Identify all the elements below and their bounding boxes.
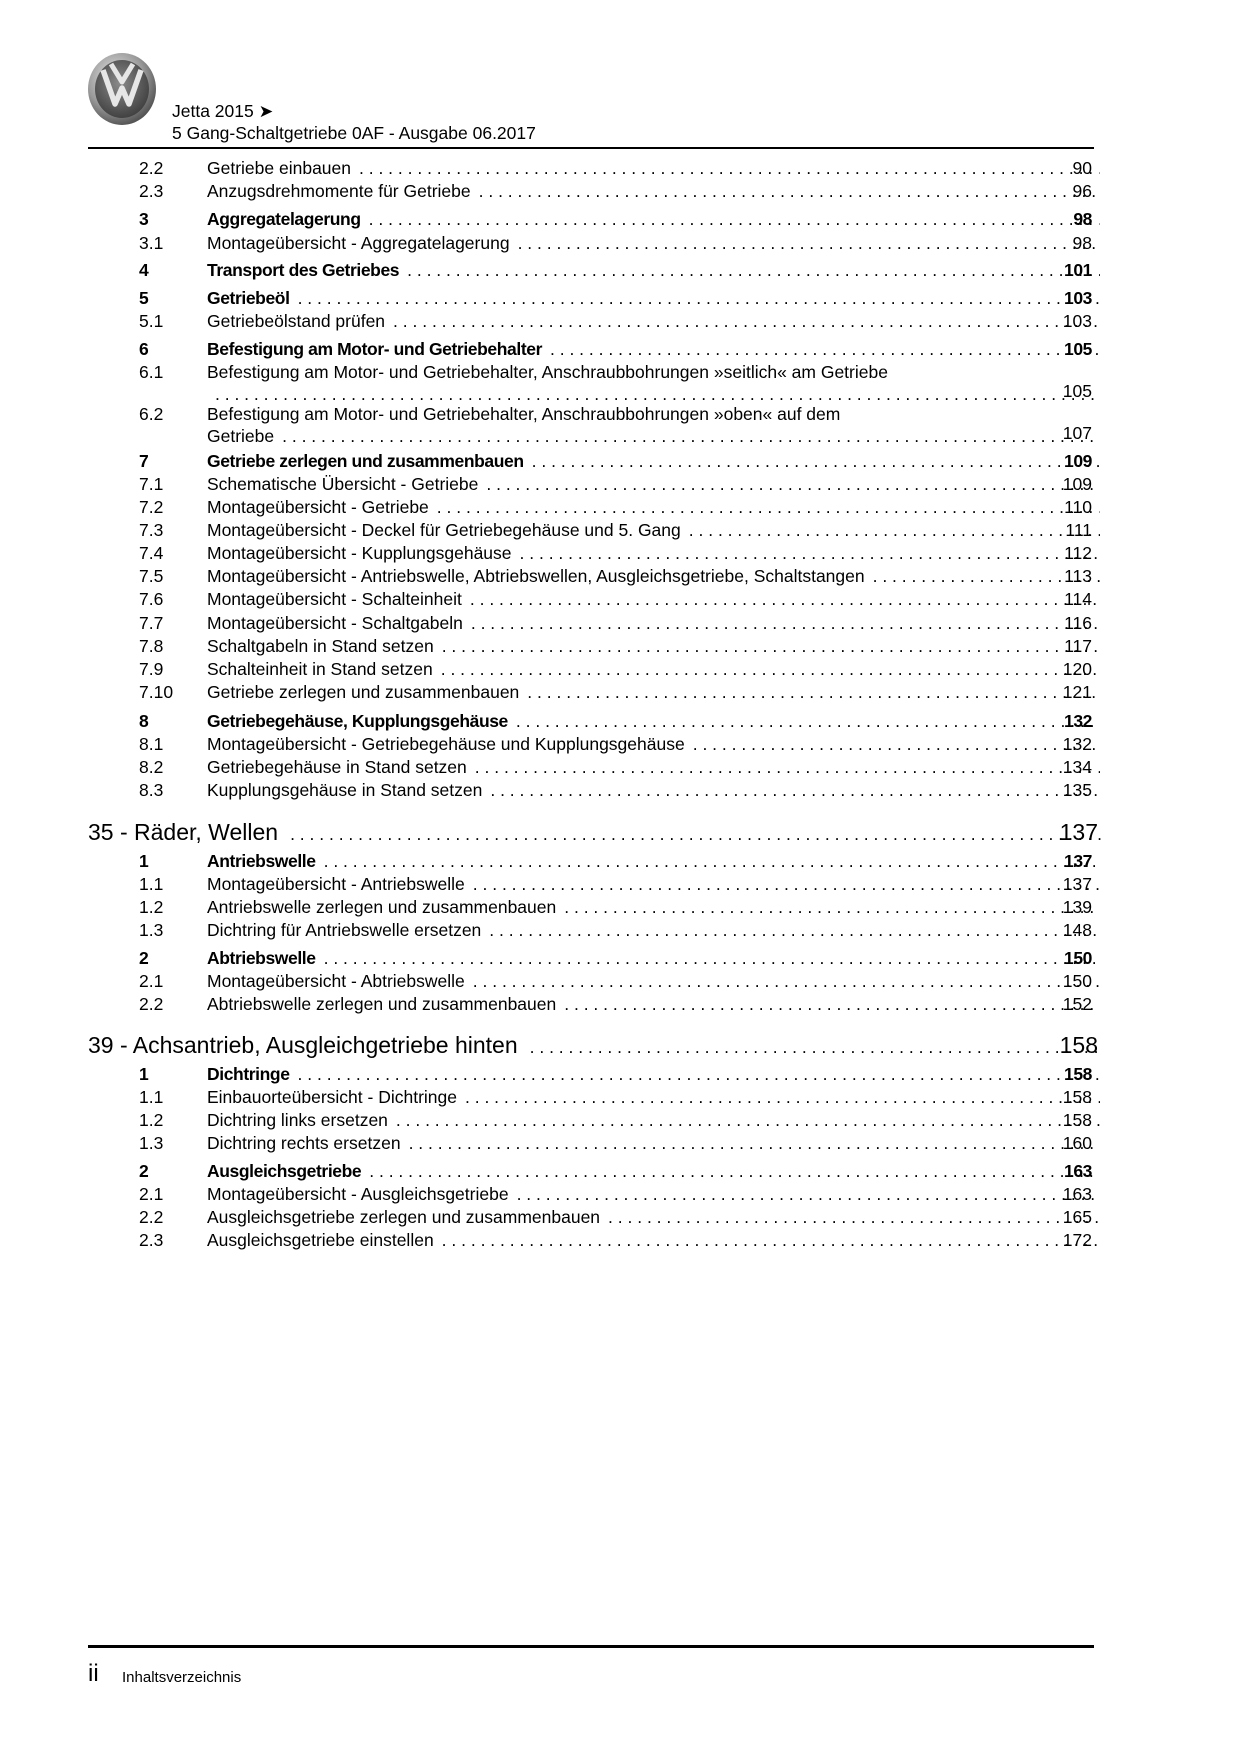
- toc-page-number: 158: [1062, 1087, 1092, 1107]
- toc-entry-title: Ausgleichsgetriebe zerlegen und zusammenbauen: [207, 1207, 601, 1227]
- toc-entry-number: 7.4: [139, 543, 164, 563]
- toc-entry-number: 7.7: [139, 613, 164, 633]
- toc-entry[interactable]: [0, 403, 1240, 447]
- dot-leader: [527, 681, 1100, 703]
- toc-entry-title-with-leader: [207, 496, 1100, 518]
- toc-entry-number: 2.2: [139, 1207, 164, 1227]
- toc-entry-number: 1: [139, 1064, 149, 1084]
- dot-leader: [369, 1160, 1100, 1182]
- toc-entry-title: Getriebe zerlegen und zusammenbauen: [207, 451, 524, 471]
- toc-page-number: 134: [1062, 757, 1092, 777]
- toc-entry-title: Befestigung am Motor- und Getriebehalter, Anschraubbohrungen »seitlich« am Getriebe: [207, 362, 888, 382]
- toc-entry-number: 7.5: [139, 566, 164, 586]
- dot-leader: [564, 896, 1100, 918]
- toc-entry-title: Montageübersicht - Abtriebswelle: [207, 971, 465, 991]
- toc-entry-number: 1.1: [139, 1087, 164, 1107]
- toc-entry-number: 7.8: [139, 636, 164, 656]
- toc-entry-title: Getriebe zerlegen und zusammenbauen: [207, 682, 520, 702]
- toc-entry-title-with-leader: [207, 361, 1100, 405]
- toc-entry-title: Befestigung am Motor- und Getriebehalter, Anschraubbohrungen »oben« auf dem: [207, 404, 841, 424]
- toc-entry-number: 3.1: [139, 233, 164, 253]
- toc-entry-title-continuation: [207, 425, 1100, 447]
- toc-entry-title-with-leader: [207, 779, 1100, 801]
- toc-entry-number: 8.3: [139, 780, 164, 800]
- toc-page-number: 113: [1064, 566, 1092, 586]
- toc-entry-title-with-leader: [207, 850, 1100, 872]
- toc-entry-title: Getriebegehäuse, Kupplungsgehäuse: [207, 711, 508, 731]
- dot-leader: [473, 873, 1100, 895]
- toc-page-number: 98: [1073, 209, 1092, 229]
- toc-entry-number: 5.1: [139, 311, 164, 331]
- dot-leader: [282, 425, 1100, 447]
- toc-entry-title-with-leader: [88, 818, 1102, 848]
- toc-entry-number: 2: [139, 948, 149, 968]
- dot-leader: [442, 1229, 1100, 1251]
- dot-leader: [490, 779, 1100, 801]
- toc-entry-number: 1: [139, 851, 149, 871]
- toc-page-number: 137: [1059, 819, 1098, 845]
- dot-leader: [215, 383, 1100, 405]
- toc-page-number: 160: [1062, 1133, 1092, 1153]
- toc-entry-title-with-leader: [207, 157, 1100, 179]
- toc-entry-title: Getriebeölstand prüfen: [207, 311, 386, 331]
- toc-entry-title: 35 - Räder, Wellen: [88, 819, 279, 845]
- toc-entry-title-with-leader: [207, 1063, 1100, 1085]
- toc-entry-title-with-leader: [207, 1160, 1100, 1182]
- toc-entry-title-with-leader: [207, 612, 1100, 634]
- header-divider: [88, 147, 1094, 149]
- dot-leader: [290, 818, 1102, 848]
- toc-entry-title-with-leader: [207, 947, 1100, 969]
- toc-entry-title-with-leader: [207, 403, 1100, 447]
- toc-entry-title: Kupplungsgehäuse in Stand setzen: [207, 780, 483, 800]
- toc-entry-title: Transport des Getriebes: [207, 260, 400, 280]
- toc-page-number: 139: [1062, 897, 1092, 917]
- toc-entry-title: Montageübersicht - Aggregatelagerung: [207, 233, 510, 253]
- toc-entry-title-with-leader: [207, 1229, 1100, 1251]
- dot-leader: [517, 1183, 1100, 1205]
- toc-entry-title: Montageübersicht - Getriebegehäuse und Kupplungsgehäuse: [207, 734, 685, 754]
- toc-entry-title: Montageübersicht - Antriebswelle, Abtriebswellen, Ausgleichsgetriebe, Schaltstangen: [207, 566, 865, 586]
- dot-leader: [407, 259, 1100, 281]
- toc-entry-title: Antriebswelle zerlegen und zusammenbauen: [207, 897, 557, 917]
- toc-page-number: 132: [1064, 711, 1092, 731]
- toc-entry-title: Schaltgabeln in Stand setzen: [207, 636, 434, 656]
- toc-page-number: 150: [1062, 971, 1092, 991]
- toc-entry-title-with-leader: [207, 338, 1100, 360]
- toc-page-number: 114: [1064, 589, 1092, 609]
- toc-entry-title: Aggregatelagerung: [207, 209, 361, 229]
- document-subtitle: 5 Gang-Schaltgetriebe 0AF - Ausgabe 06.2017: [172, 123, 536, 143]
- toc-entry-title: Getriebeöl: [207, 288, 290, 308]
- toc-page-number: 163: [1062, 1184, 1092, 1204]
- footer-divider: [88, 1645, 1094, 1648]
- toc-entry-number: 2.2: [139, 158, 164, 178]
- toc-entry-title-with-leader: [207, 710, 1100, 732]
- toc-entry-number: 2.3: [139, 1230, 164, 1250]
- toc-page-number: 105: [1062, 381, 1092, 401]
- toc-page-number: 98: [1072, 233, 1092, 253]
- dot-leader: [520, 542, 1100, 564]
- toc-entry-title-with-leader: [207, 1086, 1100, 1108]
- toc-entry-number: 1.1: [139, 874, 164, 894]
- toc-entry-title: Abtriebswelle zerlegen und zusammenbauen: [207, 994, 557, 1014]
- page-number: ii: [88, 1660, 99, 1687]
- dot-leader: [441, 658, 1100, 680]
- toc-page-number: 109: [1062, 474, 1092, 494]
- toc-entry-title-with-leader: [207, 970, 1100, 992]
- toc-entry-title-with-leader: [207, 450, 1100, 472]
- toc-entry-title-with-leader: [207, 232, 1100, 254]
- toc-entry-title-with-leader: [207, 473, 1100, 495]
- dot-leader: [489, 919, 1100, 941]
- toc-entry-title-with-leader: [207, 588, 1100, 610]
- toc-page-number: 109: [1064, 451, 1092, 471]
- toc-entry-number: 6.1: [139, 362, 164, 382]
- toc-entry-title-with-leader: [207, 681, 1100, 703]
- dot-leader: [409, 1132, 1100, 1154]
- toc-entry-number: 7.10: [139, 682, 174, 702]
- toc-page-number: 158: [1062, 1110, 1092, 1130]
- toc-entry-title-with-leader: [207, 1132, 1100, 1154]
- volkswagen-logo-icon: [87, 52, 157, 126]
- dot-leader: [486, 473, 1100, 495]
- toc-page-number: 112: [1064, 543, 1092, 563]
- dot-leader: [564, 993, 1100, 1015]
- toc-entry-number: 8.1: [139, 734, 164, 754]
- toc-page-number: 165: [1062, 1207, 1092, 1227]
- toc-page-number: 135: [1062, 780, 1092, 800]
- dot-leader: [324, 947, 1100, 969]
- toc-page-number: 150: [1064, 948, 1092, 968]
- toc-entry-number: 2.1: [139, 971, 164, 991]
- toc-entry-number: 5: [139, 288, 149, 308]
- toc-entry-title-with-leader: [207, 287, 1100, 309]
- toc-entry-title: Dichtringe: [207, 1064, 290, 1084]
- toc-entry-title: Montageübersicht - Deckel für Getriebegehäuse und 5. Gang: [207, 520, 681, 540]
- dot-leader: [516, 710, 1100, 732]
- toc-page-number: 120: [1062, 659, 1092, 679]
- dot-leader: [359, 157, 1100, 179]
- toc-entry-title: Antriebswelle: [207, 851, 316, 871]
- dot-leader: [470, 588, 1100, 610]
- toc-entry-number: 2.1: [139, 1184, 164, 1204]
- toc-entry-title-with-leader: [207, 1206, 1100, 1228]
- toc-page-number: 148: [1062, 920, 1092, 940]
- toc-page-number: 172: [1062, 1230, 1092, 1250]
- dot-leader: [473, 970, 1100, 992]
- toc-page-number: 117: [1064, 636, 1092, 656]
- toc-entry-number: 8: [139, 711, 149, 731]
- toc-entry-title-continuation: [207, 383, 1100, 405]
- toc-entry-title-line2: Getriebe: [207, 426, 275, 446]
- toc-entry-title-with-leader: [207, 1183, 1100, 1205]
- toc-entry-title-with-leader: [207, 565, 1100, 587]
- dot-leader: [298, 1063, 1100, 1085]
- toc-page-number: 158: [1059, 1032, 1098, 1058]
- toc-entry-title: Schematische Übersicht - Getriebe: [207, 474, 479, 494]
- toc-page-number: 107: [1062, 423, 1092, 443]
- dot-leader: [442, 635, 1100, 657]
- toc-page-number: 121: [1062, 682, 1092, 702]
- toc-entry-title: Getriebe einbauen: [207, 158, 351, 178]
- toc-page-number: 163: [1064, 1161, 1092, 1181]
- toc-page-number: 116: [1064, 613, 1092, 633]
- toc-entry-number: 2.3: [139, 181, 164, 201]
- toc-page-number: 152: [1062, 994, 1092, 1014]
- toc-entry-number: 7.6: [139, 589, 164, 609]
- toc-page-number: 103: [1064, 288, 1092, 308]
- toc-entry-title: Schalteinheit in Stand setzen: [207, 659, 433, 679]
- dot-leader: [393, 310, 1100, 332]
- toc-entry-title: 39 - Achsantrieb, Ausgleichgetriebe hinten: [88, 1032, 518, 1058]
- toc-entry-title: Einbauorteübersicht - Dichtringe: [207, 1087, 457, 1107]
- dot-leader: [369, 208, 1100, 230]
- dot-leader: [471, 612, 1100, 634]
- toc-entry-number: 7.9: [139, 659, 164, 679]
- toc-entry-title: Montageübersicht - Kupplungsgehäuse: [207, 543, 512, 563]
- toc-entry-number: 6: [139, 339, 149, 359]
- toc-entry-title: Ausgleichsgetriebe: [207, 1161, 362, 1181]
- dot-leader: [530, 1031, 1102, 1061]
- dot-leader: [324, 850, 1100, 872]
- toc-entry-title: Dichtring für Antriebswelle ersetzen: [207, 920, 482, 940]
- toc-page-number: 103: [1062, 311, 1092, 331]
- toc-entry-number: 3: [139, 209, 149, 229]
- toc-entry-number: 2: [139, 1161, 149, 1181]
- toc-entry-title-with-leader: [207, 208, 1100, 230]
- toc-entry-number: 1.3: [139, 1133, 164, 1153]
- dot-leader: [479, 180, 1100, 202]
- toc-entry-title: Dichtring rechts ersetzen: [207, 1133, 401, 1153]
- toc-entry-number: 1.2: [139, 1110, 164, 1130]
- toc-entry-number: 8.2: [139, 757, 164, 777]
- toc-entry-number: 6.2: [139, 404, 164, 424]
- toc-page-number: 90: [1072, 158, 1092, 178]
- toc-entry-number: 7.2: [139, 497, 164, 517]
- toc-entry-number: 4: [139, 260, 149, 280]
- dot-leader: [396, 1109, 1100, 1131]
- toc-entry-title-with-leader: [207, 180, 1100, 202]
- toc-entry-title-with-leader: [207, 919, 1100, 941]
- toc-entry-number: 7: [139, 451, 149, 471]
- toc-entry-title: Montageübersicht - Schaltgabeln: [207, 613, 463, 633]
- toc-entry-title: Montageübersicht - Ausgleichsgetriebe: [207, 1184, 509, 1204]
- toc-entry-title-with-leader: [207, 1109, 1100, 1131]
- dot-leader: [465, 1086, 1100, 1108]
- toc-entry-title: Befestigung am Motor- und Getriebehalter: [207, 339, 542, 359]
- toc-entry[interactable]: [0, 361, 1240, 405]
- toc-page-number: 137: [1064, 851, 1092, 871]
- dot-leader: [437, 496, 1100, 518]
- toc-entry-title-with-leader: [207, 658, 1100, 680]
- footer-section-label: Inhaltsverzeichnis: [122, 1669, 242, 1686]
- dot-leader: [532, 450, 1100, 472]
- toc-entry-title-with-leader: [207, 542, 1100, 564]
- toc-entry-title-with-leader: [207, 519, 1100, 541]
- toc-page-number: 101: [1064, 260, 1092, 280]
- toc-entry-number: 2.2: [139, 994, 164, 1014]
- dot-leader: [518, 232, 1100, 254]
- toc-entry-number: 1.3: [139, 920, 164, 940]
- dot-leader: [298, 287, 1100, 309]
- toc-page-number: 105: [1064, 339, 1092, 359]
- toc-entry-title: Montageübersicht - Schalteinheit: [207, 589, 462, 609]
- toc-page-number: 158: [1064, 1064, 1092, 1084]
- toc-page-number: 110: [1064, 497, 1092, 517]
- toc-entry-number: 7.1: [139, 474, 164, 494]
- toc-entry-title-with-leader: [207, 733, 1100, 755]
- toc-entry-title-with-leader: [207, 635, 1100, 657]
- toc-entry-title: Montageübersicht - Getriebe: [207, 497, 429, 517]
- toc-entry-title: Abtriebswelle: [207, 948, 316, 968]
- toc-entry-title: Montageübersicht - Antriebswelle: [207, 874, 465, 894]
- toc-entry-number: 7.3: [139, 520, 164, 540]
- toc-entry-title: Ausgleichsgetriebe einstellen: [207, 1230, 434, 1250]
- toc-page-number: 111: [1065, 520, 1092, 540]
- document-title: Jetta 2015 ➤: [172, 101, 274, 121]
- toc-entry-title-with-leader: [207, 896, 1100, 918]
- toc-entry-number: 1.2: [139, 897, 164, 917]
- toc-entry-title-with-leader: [207, 756, 1100, 778]
- toc-page-number: 132: [1062, 734, 1092, 754]
- toc-entry-title-with-leader: [207, 993, 1100, 1015]
- toc-entry-title: Anzugsdrehmomente für Getriebe: [207, 181, 471, 201]
- toc-page-number: 96: [1072, 181, 1092, 201]
- toc-entry-title-with-leader: [207, 310, 1100, 332]
- dot-leader: [475, 756, 1100, 778]
- toc-page-number: 137: [1062, 874, 1092, 894]
- dot-leader: [608, 1206, 1100, 1228]
- toc-entry-title: Dichtring links ersetzen: [207, 1110, 388, 1130]
- toc-entry-title-with-leader: [207, 259, 1100, 281]
- toc-entry-title: Getriebegehäuse in Stand setzen: [207, 757, 467, 777]
- toc-entry-title-with-leader: [207, 873, 1100, 895]
- toc-entry-title-with-leader: [88, 1031, 1102, 1061]
- dot-leader: [550, 338, 1100, 360]
